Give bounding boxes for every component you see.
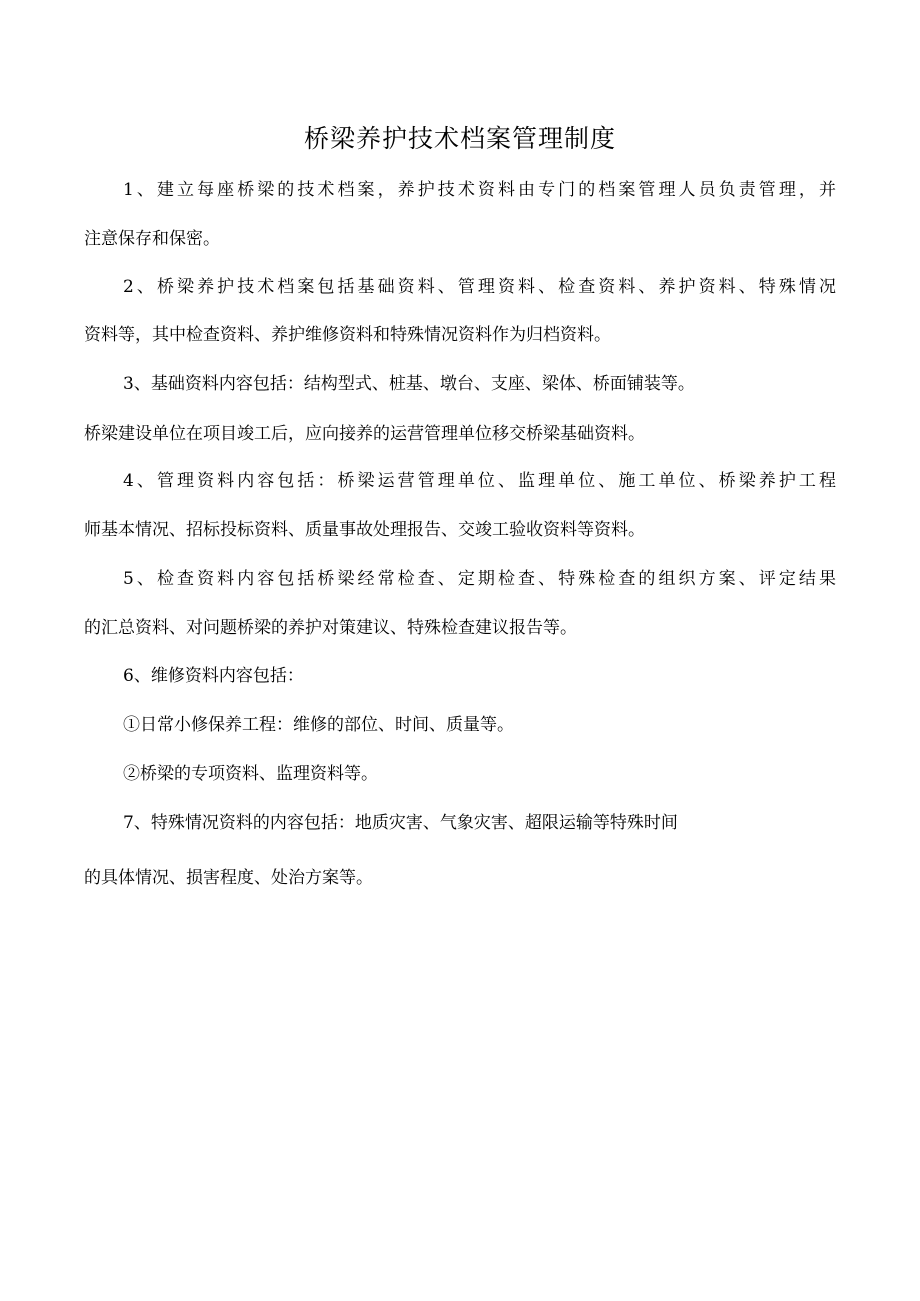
- paragraph-2-line-2: 资料等，其中检查资料、养护维修资料和特殊情况资料作为归档资料。: [84, 325, 611, 345]
- paragraph-6-line-1: 6、维修资料内容包括：: [123, 666, 304, 686]
- paragraph-1-line-1: 1、建立每座桥梁的技术档案，养护技术资料由专门的档案管理人员负责管理，并: [123, 180, 836, 200]
- paragraph-7-line-2: 的具体情况、损害程度、处治方案等。: [84, 868, 373, 888]
- paragraph-1-line-2: 注意保存和保密。: [84, 229, 220, 249]
- paragraph-5-line-1: 5、检查资料内容包括桥梁经常检查、定期检查、特殊检查的组织方案、评定结果: [123, 569, 836, 589]
- paragraph-6-item-1: ①日常小修保养工程：维修的部位、时间、质量等。: [123, 715, 514, 735]
- paragraph-4-line-1: 4、管理资料内容包括：桥梁运营管理单位、监理单位、施工单位、桥梁养护工程: [123, 471, 836, 491]
- paragraph-3-line-1: 3、基础资料内容包括：结构型式、桩基、墩台、支座、梁体、桥面铺装等。: [123, 374, 695, 394]
- paragraph-4-line-2: 师基本情况、招标投标资料、质量事故处理报告、交竣工验收资料等资料。: [84, 520, 645, 540]
- paragraph-6-item-2: ②桥梁的专项资料、监理资料等。: [123, 764, 378, 784]
- paragraph-3-line-2: 桥梁建设单位在项目竣工后，应向接养的运营管理单位移交桥梁基础资料。: [84, 424, 645, 444]
- document-title: 桥梁养护技术档案管理制度: [303, 124, 616, 153]
- paragraph-2-line-1: 2、桥梁养护技术档案包括基础资料、管理资料、检查资料、养护资料、特殊情况: [123, 277, 836, 297]
- paragraph-5-line-2: 的汇总资料、对问题桥梁的养护对策建议、特殊检查建议报告等。: [84, 618, 577, 638]
- paragraph-7-line-1: 7、特殊情况资料的内容包括：地质灾害、气象灾害、超限运输等特殊时间: [123, 813, 678, 833]
